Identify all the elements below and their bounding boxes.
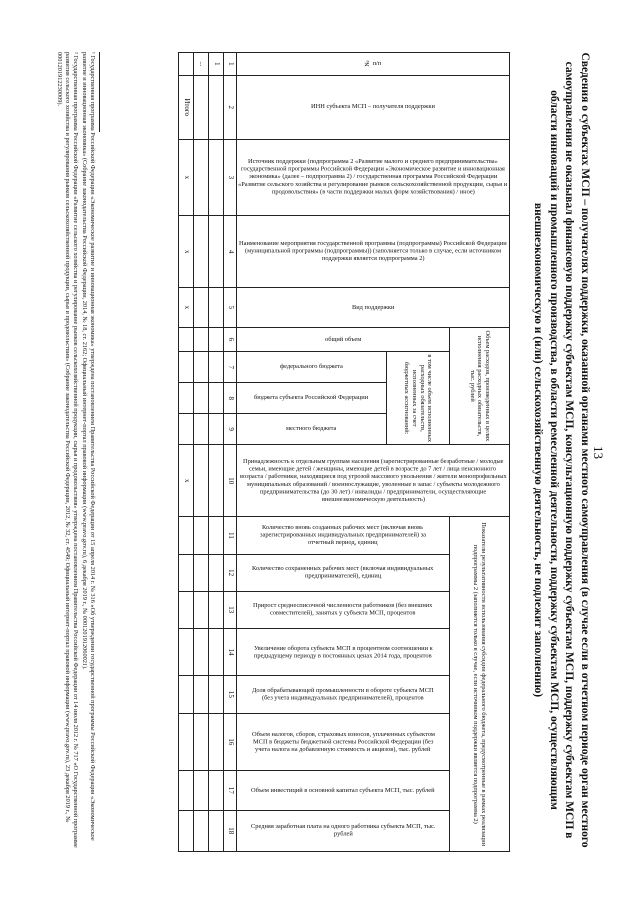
table-row <box>194 53 209 852</box>
table-cell <box>194 713 209 771</box>
col-number: 10 <box>224 445 237 517</box>
table-cell <box>179 771 194 810</box>
header-local: местного бюджета <box>237 414 387 445</box>
table-cell <box>209 810 224 851</box>
col-number: 11 <box>224 517 237 554</box>
table-cell <box>209 139 224 215</box>
col-number: 18 <box>224 810 237 851</box>
table-cell <box>194 628 209 675</box>
footnote-divider <box>99 52 100 132</box>
report-table-wrapper <box>178 52 510 852</box>
table-cell <box>194 327 209 352</box>
table-cell <box>209 517 224 554</box>
table-cell <box>179 628 194 675</box>
footnote-1: ¹ Государственная программа Российской Федерации «Экономическое развитие и инновационная экономика» утверждена постановлением Правительства Российской Федерации от 15 апреля 2014 г. № 316 «Об утверждении государственной программы Российской Федерации «Экономическое развитие и инновационная экономика» (Собрание законодательства Российской Федерации, 2014, № 18, ст. 2162; Официальный интернет-портал правовой информации (www.pravo.gov.ru), 6 декабря 2019 г., № 0001201912060021). <box>81 52 96 841</box>
table-cell <box>194 676 209 713</box>
table-cell <box>194 810 209 851</box>
table-row <box>209 53 224 852</box>
table-cell <box>209 216 224 288</box>
col-number: 14 <box>224 628 237 675</box>
table-cell <box>179 676 194 713</box>
table-cell <box>209 713 224 771</box>
table-cell <box>209 75 224 139</box>
table-cell <box>209 288 224 327</box>
table-cell <box>194 383 209 414</box>
table-cell <box>209 676 224 713</box>
header-category: Принадлежность к отдельным группам населения (зарегистрированные безработные / молодые семьи, имеющие детей / женщины, имеющие детей в возрасте до 7 лет / лица пенсионного возраста / работники, находящиеся под угрозой массового увольнения / жители монопрофильных муниципальных образований / военнослужащие, уволенные в запас / субъекты молодежного предпринимательства (до 30 лет) / инвалиды / предприниматели, осуществляющие внешнеэкономическую деятельность) <box>237 445 510 517</box>
table-cell <box>194 216 209 288</box>
table-cell <box>194 445 209 517</box>
header-c17: Объем инвестиций в основной капитал субъекта МСП, тыс. рублей <box>237 771 450 810</box>
header-c15: Доля обрабатывающей промышленности в обороте субъекта МСП (без учета индивидуальных предпринимателей), процентов <box>237 676 450 713</box>
table-cell <box>179 383 194 414</box>
page-number: 13 <box>591 446 606 459</box>
table-cell <box>209 327 224 352</box>
col-number: 3 <box>224 139 237 215</box>
col-number: 1 <box>224 53 237 76</box>
col-number: 8 <box>224 383 237 414</box>
total-row <box>179 53 194 852</box>
table-cell <box>194 591 209 628</box>
header-c16: Объем налогов, сборов, страховых взносов, уплаченных субъектом МСП в бюджеты бюджетной системы Российской Федерации (без учета налога на добавленную стоимость и акцизов), тыс. рублей <box>237 713 450 771</box>
table-cell <box>179 554 194 591</box>
table-cell <box>179 414 194 445</box>
table-cell <box>209 771 224 810</box>
header-c12: Количество сохраненных рабочих мест (включая индивидуальных предпринимателей), единиц <box>237 554 450 591</box>
table-cell <box>194 352 209 383</box>
total-label: Итого <box>179 75 194 139</box>
header-total: общий объем <box>237 327 450 352</box>
table-cell <box>194 288 209 327</box>
table-cell <box>209 628 224 675</box>
table-cell <box>179 713 194 771</box>
col-number: 9 <box>224 414 237 445</box>
table-cell <box>209 414 224 445</box>
table-cell <box>179 810 194 851</box>
header-federal: федерального бюджета <box>237 352 387 383</box>
table-cell <box>179 517 194 554</box>
table-cell <box>179 352 194 383</box>
header-num: № п/п <box>237 53 510 76</box>
col-number: 12 <box>224 554 237 591</box>
col-number: 17 <box>224 771 237 810</box>
table-cell: x <box>179 139 194 215</box>
table-cell: x <box>179 445 194 517</box>
table-cell <box>179 591 194 628</box>
table-cell <box>209 383 224 414</box>
col-number: 5 <box>224 288 237 327</box>
header-c13: Прирост среднесписочной численности работников (без внешних совместителей), занятых у субъекта МСП, процентов <box>237 591 450 628</box>
header-c14: Увеличение оборота субъекта МСП в процентном соотношении к предыдущему периоду в постоянных ценах 2014 года, процентов <box>237 628 450 675</box>
header-event: Наименование мероприятия государственной программы (подпрограммы) Российской Федерации (муниципальной программы (подпрограммы)) (заполняется только в случае, если источником поддержки является подпрограмма 2) <box>237 216 510 288</box>
col-number: 6 <box>224 327 237 352</box>
table-cell <box>194 75 209 139</box>
table-cell: x <box>179 216 194 288</box>
col-number: 4 <box>224 216 237 288</box>
table-cell <box>194 517 209 554</box>
col-number: 2 <box>224 75 237 139</box>
header-c18: Средняя заработная плата на одного работника субъекта МСП, тыс. рублей <box>237 810 450 851</box>
report-table <box>178 52 510 852</box>
header-indicators: Показатели результативности использования субсидии федерального бюджета, предусмотренные в рамках реализации подпрограммы 2 (заполняется только в случае, если источником поддержки является подпрограмма 2) <box>450 517 510 852</box>
table-cell <box>194 139 209 215</box>
table-cell: x <box>179 288 194 327</box>
row-num <box>179 53 194 76</box>
header-expenses: Объем расходов, произведенных в целях исполнения расходных обязательств, тыс. рублей <box>450 327 510 445</box>
header-source: Источник поддержки (подпрограмма 2 «Развитие малого и среднего предпринимательства» государственной программы Российской Федерации «Экономическое развитие и инновационная экономика» (далее – подпрограмма 2) / государственная программа Российской Федерации «Развитие сельского хозяйства и регулирование рынков сельскохозяйственной продукции, сырья и продовольствия» (в части поддержки малых форм хозяйствования) / иное) <box>237 139 510 215</box>
column-numbers-row <box>224 53 237 852</box>
footnote-2: ² Государственная программа Российской Федерации «Развитие сельского хозяйства и регулирование рынков сельскохозяйственной продукции, сырья и продовольствия» утверждена постановлением Правительства Российской Федерации от 14 июля 2012 г. № 717 «О Государственной программе развития сельского хозяйства и регулирования рынков сельскохозяйственной продукции, сырья и продовольствия» (Собрание законодательства Российской Федерации, 2012, № 32, ст. 4549; Официальный интернет-портал правовой информации (www.pravo.gov.ru), 23 декабря 2019 г., № 0001201912230009). <box>56 52 79 848</box>
header-regional: бюджета субъекта Российской Федерации <box>237 383 387 414</box>
header-inn: ИНН субъекта МСП – получателя поддержки <box>237 75 510 139</box>
row-num: 1 <box>209 53 224 76</box>
table-cell <box>209 591 224 628</box>
table-cell <box>194 771 209 810</box>
row-num: ... <box>194 53 209 76</box>
table-cell <box>194 414 209 445</box>
col-number: 16 <box>224 713 237 771</box>
table-cell <box>209 445 224 517</box>
col-number: 15 <box>224 676 237 713</box>
col-number: 13 <box>224 591 237 628</box>
header-kind: Вид поддержки <box>237 288 510 327</box>
col-number: 7 <box>224 352 237 383</box>
table-cell <box>194 554 209 591</box>
header-c11: Количество вновь созданных рабочих мест (включая вновь зарегистрированных индивидуальных предпринимателей) за отчетный период, единиц <box>237 517 450 554</box>
footnotes <box>54 52 100 852</box>
header-incl: в том числе объем исполненных расходных обязательств, исполненных за счет бюджетных ассигнований: <box>387 352 450 445</box>
table-cell <box>209 352 224 383</box>
document-title: Сведения о субъектах МСП – получателях поддержки, оказанной органами местного самоуправления (в случае если в отчетном периоде орган местного самоуправления не оказывал финансовую поддержку субъектам МСП, консультационную поддержку субъектам МСП, поддержку субъектам МСП в области инноваций и промышленного производства, в области ремесленной деятельности, поддержку субъектам МСП, осуществляющим внешнеэкономическую и (или) сельскохозяйственную деятельность, не подлежит заполнению) <box>532 52 591 848</box>
table-cell <box>209 554 224 591</box>
table-cell <box>179 327 194 352</box>
